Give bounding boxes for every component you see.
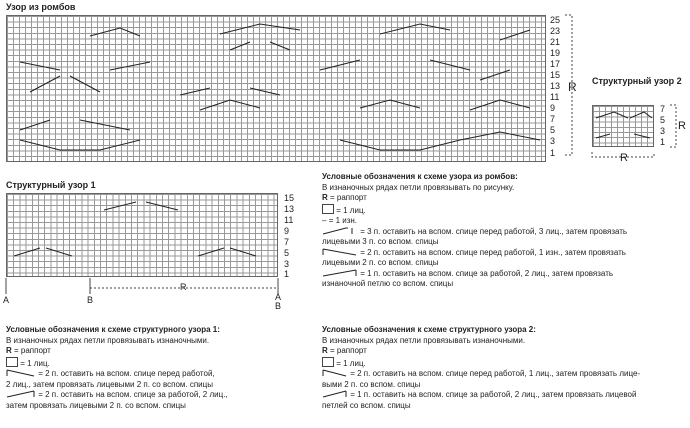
diamond-row-number: 5 [550, 125, 556, 135]
struct1-row-number: 13 [284, 204, 295, 214]
legend-sym5-text: = 1 п. оставить на вспом. спице за работой, 2 лиц., затем провязать [360, 268, 614, 278]
legend-r-text: = раппорт [11, 346, 51, 355]
legend-sym2-text: = 2 п. оставить на вспом. спице перед работой, 1 лиц., затем провязать лице- [350, 369, 641, 378]
legend-struct1-note: В изнаночных рядах петли провязывать изнаночными. [6, 335, 210, 345]
diamond-row-number: 11 [550, 92, 560, 102]
legend-sym3-text-cont: затем провязать лицевыми 2 п. со вспом. спицы [6, 400, 186, 410]
cable-3-symbol-icon [322, 227, 358, 235]
legend-knit-text: = 1 лиц. [336, 358, 366, 368]
struct1-row-number: 3 [284, 259, 290, 269]
legend-sym5-text-cont: изнаночной петлю со вспом. спицы [322, 279, 454, 288]
legend-r-label: R [322, 193, 328, 202]
struct2-repeat-label-bottom: R [620, 152, 628, 164]
diamond-row-number: 15 [550, 70, 561, 80]
diamond-row-number: 21 [550, 37, 561, 47]
diamond-repeat-label: R [568, 80, 577, 94]
legend-diamond-note: В изнаночных рядах петли провязывать по рисунку. [322, 182, 515, 192]
diamond-chart-title: Узор из ромбов [6, 2, 76, 12]
struct2-row-number: 5 [660, 115, 666, 125]
legend-struct1 [6, 325, 316, 411]
struct2-row-number: 1 [660, 137, 666, 147]
struct1-label-a-left: A [3, 295, 10, 305]
legend-r-text: = раппорт [327, 346, 367, 355]
legend-r-label: R [322, 346, 328, 355]
legend-sym4-text-cont: лицевыми 2 п. со вспом. спицы [322, 258, 439, 267]
legend-r-label: R [6, 346, 12, 355]
legend-struct2 [322, 325, 686, 411]
legend-knit-text: = 1 лиц. [336, 205, 366, 215]
struct1-row-number: 15 [284, 193, 295, 203]
knit-symbol-icon [322, 357, 334, 367]
knit-symbol-icon [322, 204, 334, 214]
cable-2-back-symbol-icon [6, 390, 36, 398]
struct1-row-number: 9 [284, 226, 290, 236]
diamond-row-number: 25 [550, 15, 561, 25]
cable-2-front-symbol-icon [6, 369, 36, 377]
legend-sym3-text: = 1 п. оставить на вспом. спице за работой, 2 лиц., затем провязать лицевой [350, 390, 637, 399]
struct1-label-a-right: A [275, 292, 282, 302]
struct2-repeat-label-side: R [678, 120, 686, 132]
diamond-row-number: 13 [550, 81, 561, 91]
struct1-label-b-right: B [275, 301, 282, 311]
struct2-row-number: 3 [660, 126, 666, 136]
legend-sym3-text: = 3 п. оставить на вспом. спице перед работой, 3 лиц., затем провязать [360, 226, 628, 236]
struct1-row-number: 5 [284, 248, 290, 258]
diamond-row-number: 17 [550, 59, 561, 69]
struct2-row-number: 7 [660, 104, 666, 114]
struct1-row-number: 11 [284, 215, 294, 225]
legend-diamond [322, 172, 682, 290]
struct1-chart-title: Структурный узор 1 [6, 180, 96, 190]
legend-struct1-heading: Условные обозначения к схеме структурного узора 1: [6, 325, 220, 334]
cable-2-front-symbol-icon [322, 369, 348, 377]
diamond-row-number: 7 [550, 114, 556, 124]
legend-purl-text: = 1 изн. [328, 216, 358, 225]
cable-1-back-symbol-icon [322, 390, 348, 398]
diamond-row-number: 1 [550, 148, 556, 158]
struct1-repeat-label: R [180, 282, 187, 292]
legend-sym4-text: = 2 п. оставить на вспом. спице перед работой, 1 изн., затем провязать [360, 247, 626, 257]
legend-sym3-text-cont: лицевыми 3 п. со вспом. спицы [322, 237, 439, 246]
legend-struct2-heading: Условные обозначения к схеме структурного узора 2: [322, 325, 536, 334]
cable-2-front-symbol-icon [322, 248, 358, 256]
legend-sym3-text: = 2 п. оставить на вспом. спице за работой, 2 лиц., [38, 390, 228, 399]
purl-symbol-icon: – [322, 216, 327, 225]
cable-1-back-symbol-icon [322, 269, 358, 277]
diamond-row-number: 3 [550, 136, 556, 146]
legend-sym3-text-cont: петлей со вспом. спицы [322, 400, 411, 410]
legend-sym2-text-cont: выми 2 п. со вспом. спицы [322, 379, 421, 389]
struct2-chart-title: Структурный узор 2 [592, 76, 682, 86]
legend-struct2-note: В изнаночных рядах петли провязывать изнаночными. [322, 335, 526, 345]
legend-sym2-text-cont: 2 лиц., затем провязать лицевыми 2 п. со вспом. спицы [6, 379, 213, 389]
legend-knit-text: = 1 лиц. [20, 358, 50, 368]
legend-sym2-text: = 2 п. оставить на вспом. спице перед работой, [38, 369, 215, 378]
diamond-row-number: 19 [550, 48, 561, 58]
knit-symbol-icon [6, 357, 18, 367]
struct1-row-number: 1 [284, 269, 290, 279]
diamond-row-number: 9 [550, 103, 556, 113]
diamond-row-number: 23 [550, 26, 561, 36]
legend-r-text: = раппорт [327, 193, 367, 202]
legend-diamond-heading: Условные обозначения к схеме узора из ромбов: [322, 172, 518, 181]
struct1-row-number: 7 [284, 237, 290, 247]
struct1-label-b-left: B [87, 295, 94, 305]
